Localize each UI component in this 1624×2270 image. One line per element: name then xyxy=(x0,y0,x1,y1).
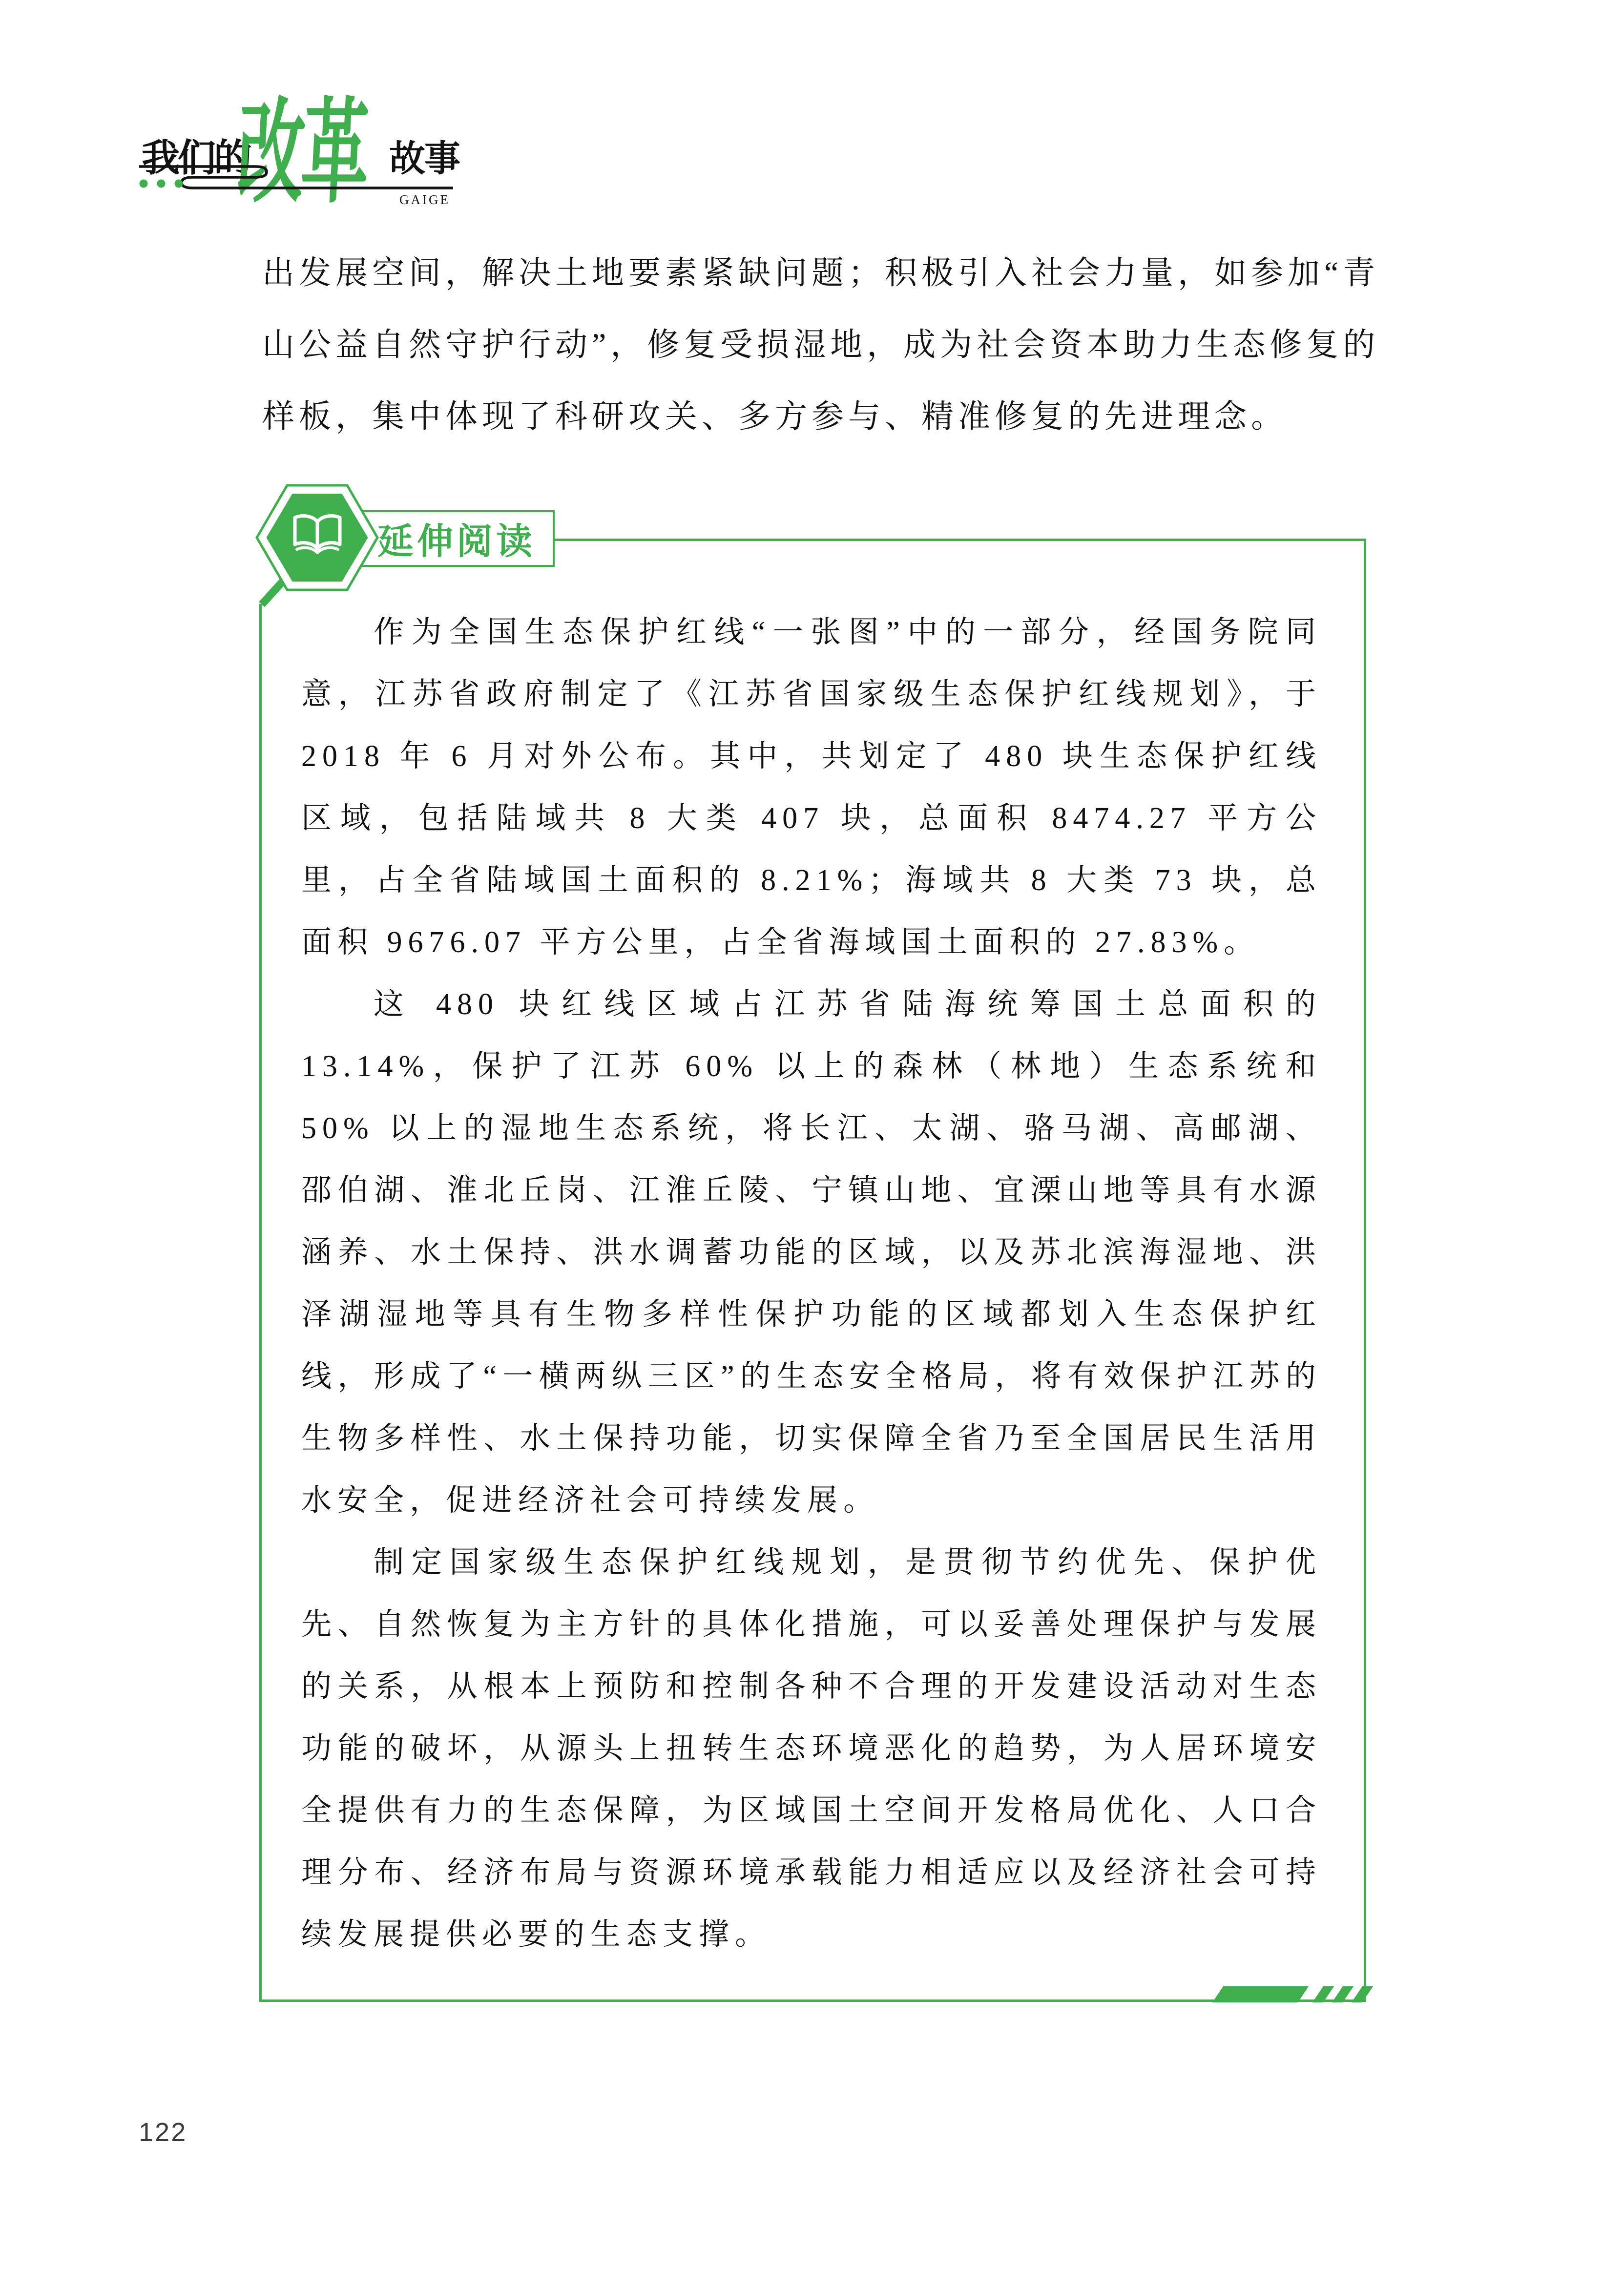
logo-prefix: 我们的 xyxy=(142,136,250,179)
intro-line: 样板，集中体现了科研攻关、多方参与、精准修复的先进理念。 xyxy=(262,399,1288,435)
cloud-line-ornament-icon xyxy=(137,159,469,193)
open-book-icon xyxy=(244,476,400,623)
extended-reading-label: 延伸阅读 xyxy=(377,521,536,562)
logo-suffix: 故事 xyxy=(389,138,459,179)
extended-reading-text xyxy=(301,602,1322,1966)
box-paragraph: 作为全国生态保护红线“一张图”中的一部分，经国务院同意，江苏省政府制定了《江苏省国家级生态保护红线规划》，于 2018 年 6 月对外公布。其中，共划定了 480 块生态保护红线区域，包括陆域共 8 大类 407 块，总面积 8474.27 平方公里，占全省陆域国土面积的 8.21%；海域共 8 大类 73 块，总面积 9676.07 平方公里，占全省海域国土面积的 27.83%。 xyxy=(301,616,1322,959)
box-border-right xyxy=(1364,539,1366,2001)
logo-subtitle: GAIGE xyxy=(399,192,450,207)
box-border-left xyxy=(259,604,262,2001)
box-border-bottom xyxy=(259,1999,1366,2002)
intro-paragraph xyxy=(262,237,1380,453)
intro-line: 山公益自然守护行动”，修复受损湿地，成为社会资本助力生态修复的 xyxy=(262,327,1380,363)
intro-line: 出发展空间，解决土地要素紧缺问题；积极引入社会力量，如参加“青 xyxy=(262,255,1380,291)
box-paragraph: 这 480 块红线区域占江苏省陆海统筹国土总面积的 13.14%，保护了江苏 60% 以上的森林（林地）生态系统和 50% 以上的湿地生态系统，将长江、太湖、骆马湖、高邮湖、邵伯湖、淮北丘岗、江淮丘陵、宁镇山地、宜溧山地等具有水源涵养、水土保持、洪水调蓄功能的区域，以及苏北滨海湿地、洪泽湖湿地等具有生物多样性保护功能的区域都划入生态保护红线，形成了“一横两纵三区”的生态安全格局，将有效保护江苏的生物多样性、水土保持功能，切实保障全省乃至全国居民生活用水安全，促进经济社会可持续发展。 xyxy=(301,988,1322,1517)
logo-highlight: 改革 xyxy=(233,85,370,219)
page-number: 122 xyxy=(139,2118,187,2147)
box-paragraph: 制定国家级生态保护红线规划，是贯彻节约优先、保护优先、自然恢复为主方针的具体化措施，可以妥善处理保护与发展的关系，从根本上预防和控制各种不合理的开发建设活动对生态功能的破坏，从源头上扭转生态环境恶化的趋势，为人居环境安全提供有力的生态保障，为区域国土空间开发格局优化、人口合理分布、经济布局与资源环境承载能力相适应以及经济社会可持续发展提供必要的生态支撑。 xyxy=(301,1546,1322,1951)
corner-parallelogram-icon xyxy=(1212,1986,1309,2002)
corner-slash-icon xyxy=(1352,1986,1373,2002)
